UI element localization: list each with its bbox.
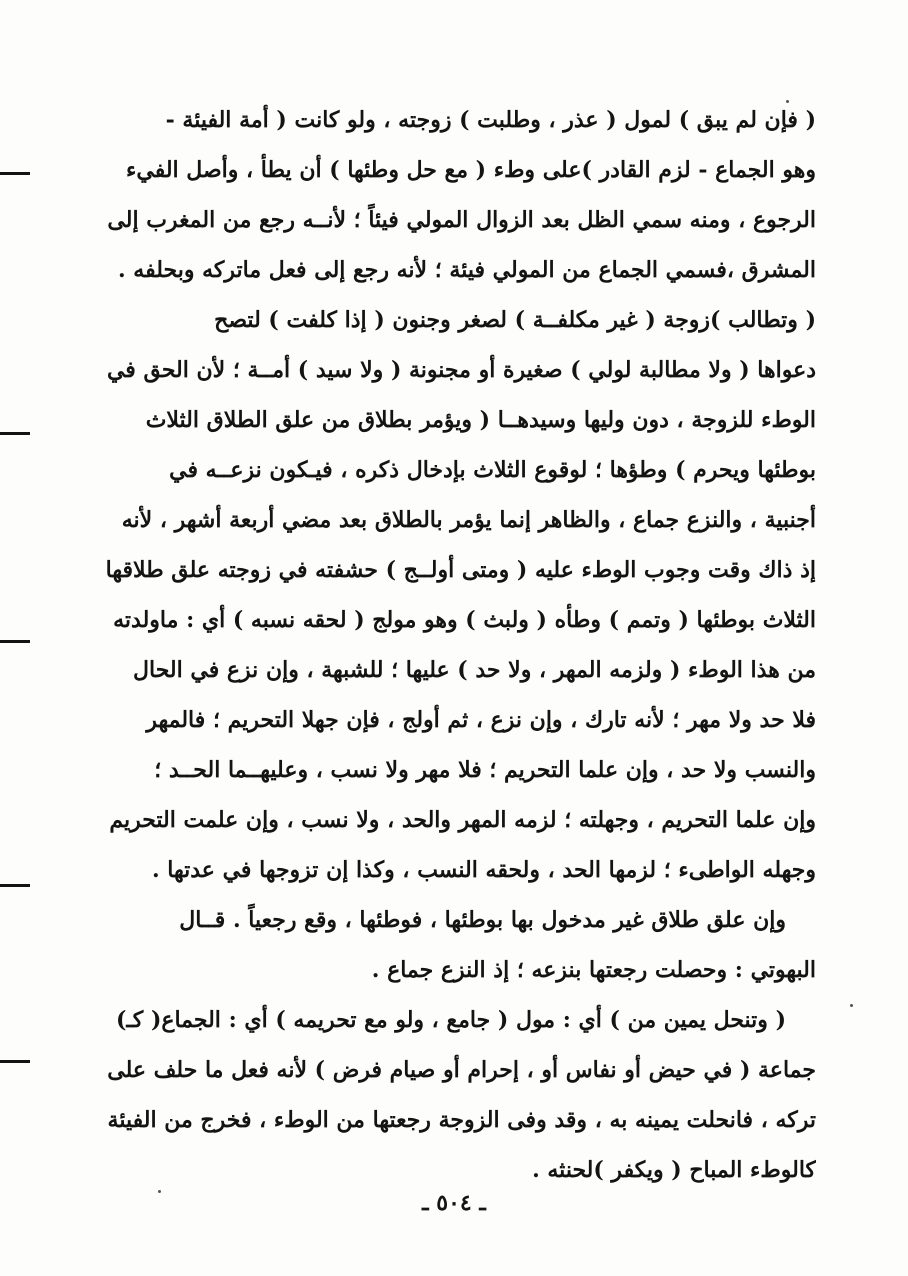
text-line: وجهله الواطىء ؛ لزمها الحد ، ولحقه النسب ، وكذا إن تزوجها في عدتها .	[151, 857, 816, 883]
text-line: إذ ذاك وقت وجوب الوطء عليه ( ومتى أولــج ) حشفته في زوجته علق طلاقها	[105, 557, 816, 583]
text-line: وإن علق طلاق غير مدخول بها بوطئها ، فوطئها ، وقع رجعياً . قــال	[179, 907, 786, 933]
text-line: أجنبية ، والنزع جماع ، والظاهر إنما يؤمر بالطلاق بعد مضي أربعة أشهر ، لأنه	[121, 507, 816, 533]
text-line: بوطئها ويحرم ) وطؤها ؛ لوقوع الثلاث بإدخال ذكره ، فيـكون نزعــه في	[169, 457, 816, 483]
text-line: ( وتطالب )زوجة ( غير مكلفــة ) لصغر وجنون ( إذا كلفت ) لتصح	[214, 307, 816, 333]
text-line: ( فإن لم يبق ) لمول ( عذر ، وطلبت ) زوجته ، ولو كانت ( أمة الفيئة -	[165, 107, 816, 133]
text-line: الثلاث بوطئها ( وتمم ) وطأه ( ولبث ) وهو مولج ( لحقه نسبه ) أي : ماولدته	[113, 607, 816, 633]
margin-mark	[0, 172, 30, 175]
text-line: كالوطء المباح ( ويكفر )لحنثه .	[532, 1157, 816, 1183]
text-line: الرجوع ، ومنه سمي الظل بعد الزوال المولي فيئاً ؛ لأنــه رجع من المغرب إلى	[107, 207, 816, 233]
text-line: والنسب ولا حد ، وإن علما التحريم ؛ فلا مهر ولا نسب ، وعليهــما الحــد ؛	[154, 757, 816, 783]
text-line: ( وتنحل يمين من ) أي : مول ( جامع ، ولو مع تحريمه ) أي : الجماع( كـ)	[115, 1007, 786, 1033]
margin-mark	[0, 432, 30, 435]
text-line: البهوتي : وحصلت رجعتها بنزعه ؛ إذ النزع جماع .	[371, 957, 816, 983]
margin-mark	[0, 884, 30, 887]
text-line: فلا حد ولا مهر ؛ لأنه تارك ، وإن نزع ، ثم أولج ، فإن جهلا التحريم ؛ فالمهر	[146, 707, 816, 733]
text-line: تركه ، فانحلت يمينه به ، وقد وفى الزوجة رجعتها من الوطء ، فخرج من الفيئة	[107, 1107, 816, 1133]
text-line: دعواها ( ولا مطالبة لولي ) صغيرة أو مجنونة ( ولا سيد ) أمــة ؛ لأن الحق في	[106, 357, 816, 383]
page-number: ـ ٥٠٤ ـ	[422, 1190, 486, 1216]
text-line: الوطء للزوجة ، دون وليها وسيدهــا ( ويؤمر بطلاق من علق الطلاق الثلاث	[145, 407, 816, 433]
text-line: المشرق ،فسمي الجماع من المولي فيئة ؛ لأنه رجع إلى فعل ماتركه وبحلفه .	[117, 257, 816, 283]
text-line: جماعة ( في حيض أو نفاس أو ، إحرام أو صيام فرض ) لأنه فعل ما حلف على	[107, 1057, 816, 1083]
margin-mark	[0, 640, 30, 643]
text-line: وإن علما التحريم ، وجهلته ؛ لزمه المهر والحد ، ولا نسب ، وإن علمت التحريم	[109, 807, 816, 833]
scan-speck	[850, 1004, 853, 1007]
text-line: من هذا الوطء ( ولزمه المهر ، ولا حد ) عليها ؛ للشبهة ، وإن نزع في الحال	[133, 657, 816, 683]
margin-mark	[0, 1060, 30, 1063]
text-line: وهو الجماع - لزم القادر )على وطء ( مع حل وطئها ) أن يطأ ، وأصل الفيء	[126, 157, 816, 183]
body-text	[96, 95, 816, 1195]
